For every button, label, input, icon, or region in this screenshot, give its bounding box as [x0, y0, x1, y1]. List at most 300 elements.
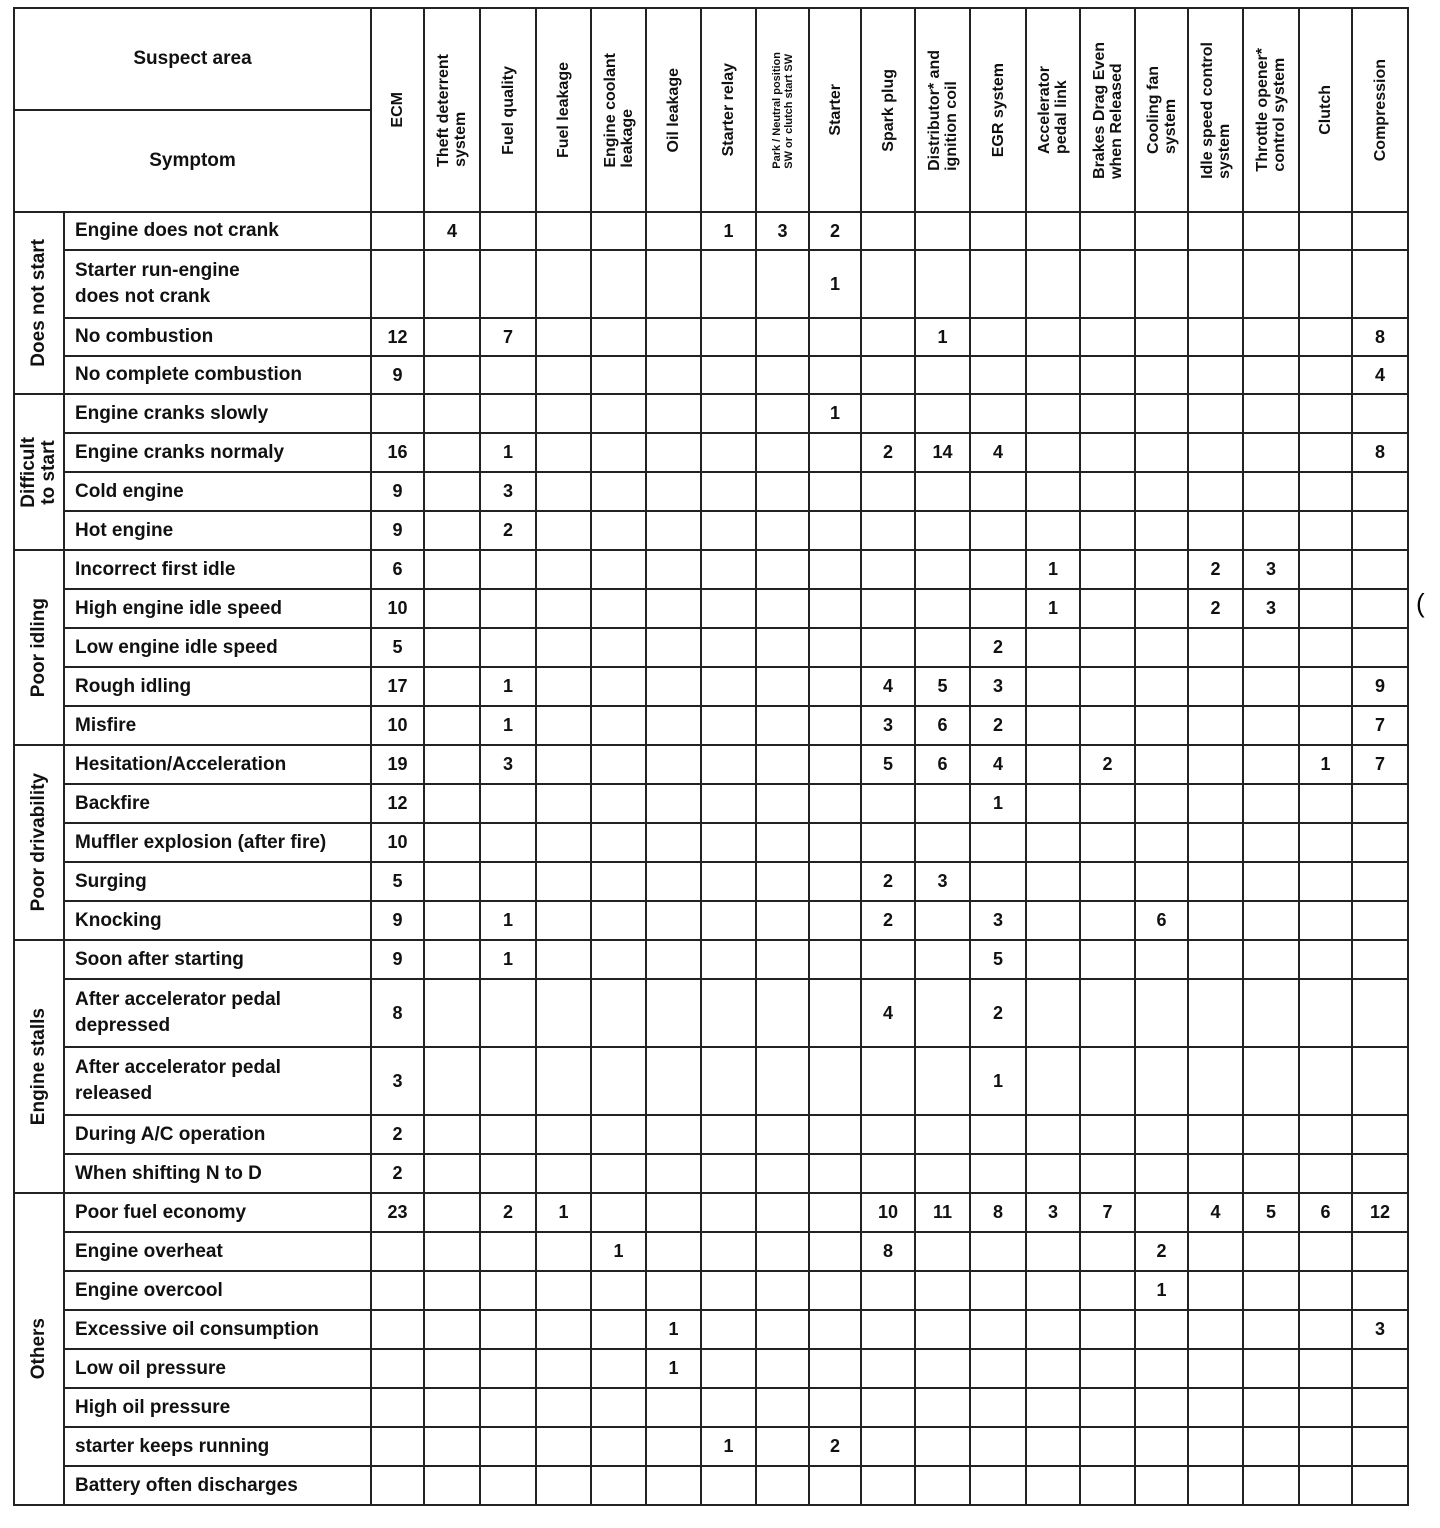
priority-cell: [861, 212, 915, 250]
priority-cell: [1026, 979, 1080, 1047]
priority-cell: [915, 1310, 970, 1349]
priority-cell: [591, 1115, 646, 1154]
priority-cell: [1188, 745, 1243, 784]
priority-cell: [1188, 1388, 1243, 1427]
priority-cell: [1080, 589, 1135, 628]
priority-cell: [536, 628, 591, 667]
priority-cell: [1026, 433, 1080, 472]
priority-cell: [756, 472, 809, 511]
priority-cell: [1352, 212, 1408, 250]
priority-cell: 7: [1352, 706, 1408, 745]
priority-cell: [1352, 1047, 1408, 1115]
priority-cell: [970, 1388, 1026, 1427]
priority-cell: 2: [970, 706, 1026, 745]
priority-cell: [861, 1466, 915, 1505]
priority-cell: 3: [1026, 1193, 1080, 1232]
priority-cell: [1299, 940, 1352, 979]
priority-cell: [1299, 356, 1352, 394]
priority-cell: [1135, 706, 1188, 745]
priority-cell: [1135, 1047, 1188, 1115]
priority-cell: [424, 1232, 480, 1271]
priority-cell: [809, 1466, 861, 1505]
priority-cell: [1243, 706, 1299, 745]
priority-cell: 17: [371, 667, 424, 706]
column-header: [970, 8, 1026, 212]
priority-cell: [915, 1154, 970, 1193]
priority-cell: [1352, 628, 1408, 667]
priority-cell: [591, 1388, 646, 1427]
priority-cell: [536, 394, 591, 433]
priority-cell: [1299, 589, 1352, 628]
priority-cell: [1080, 511, 1135, 550]
priority-cell: [809, 628, 861, 667]
symptom-cell: Hesitation/Acceleration: [64, 745, 371, 784]
priority-cell: [1299, 628, 1352, 667]
priority-cell: [1135, 1388, 1188, 1427]
priority-cell: [809, 1388, 861, 1427]
priority-cell: [424, 1466, 480, 1505]
priority-cell: 5: [915, 667, 970, 706]
symptom-cell: After accelerator pedal depressed: [64, 979, 371, 1047]
priority-cell: [1352, 1271, 1408, 1310]
priority-cell: [646, 589, 701, 628]
priority-cell: [970, 394, 1026, 433]
priority-cell: [1299, 1427, 1352, 1466]
priority-cell: [915, 250, 970, 318]
priority-cell: 6: [1299, 1193, 1352, 1232]
priority-cell: [701, 1466, 756, 1505]
priority-cell: [915, 212, 970, 250]
priority-cell: [1080, 433, 1135, 472]
priority-cell: [591, 1047, 646, 1115]
priority-cell: 2: [1080, 745, 1135, 784]
table-row: [14, 901, 1408, 940]
priority-cell: [1080, 212, 1135, 250]
priority-cell: 5: [371, 862, 424, 901]
priority-cell: [591, 901, 646, 940]
priority-cell: 2: [861, 901, 915, 940]
priority-cell: [756, 511, 809, 550]
priority-cell: [591, 318, 646, 356]
priority-cell: [756, 1310, 809, 1349]
priority-cell: [1188, 1047, 1243, 1115]
priority-cell: [1243, 784, 1299, 823]
priority-cell: 2: [970, 628, 1026, 667]
priority-cell: [915, 979, 970, 1047]
column-header-label: Oil leakage: [665, 67, 683, 153]
priority-cell: [371, 1349, 424, 1388]
priority-cell: [701, 550, 756, 589]
priority-cell: 3: [970, 901, 1026, 940]
table-row: [14, 784, 1408, 823]
priority-cell: 6: [915, 706, 970, 745]
priority-cell: 1: [480, 940, 536, 979]
column-header: [1188, 8, 1243, 212]
priority-cell: [1026, 1115, 1080, 1154]
priority-cell: 1: [480, 706, 536, 745]
priority-cell: 23: [371, 1193, 424, 1232]
priority-cell: [1135, 667, 1188, 706]
symptom-cell: When shifting N to D: [64, 1154, 371, 1193]
symptom-cell: During A/C operation: [64, 1115, 371, 1154]
priority-cell: [1352, 550, 1408, 589]
priority-cell: [1026, 212, 1080, 250]
priority-cell: [809, 1047, 861, 1115]
priority-cell: 4: [970, 433, 1026, 472]
priority-cell: [701, 1271, 756, 1310]
symptom-cell: Low engine idle speed: [64, 628, 371, 667]
priority-cell: [1135, 823, 1188, 862]
priority-cell: [809, 1115, 861, 1154]
priority-cell: [1026, 1047, 1080, 1115]
symptom-group-label: [14, 394, 64, 550]
column-header: [1352, 8, 1408, 212]
priority-cell: [646, 1193, 701, 1232]
column-header: [1299, 8, 1352, 212]
symptom-cell: High engine idle speed: [64, 589, 371, 628]
priority-cell: [424, 1154, 480, 1193]
priority-cell: [1299, 667, 1352, 706]
priority-cell: [1188, 511, 1243, 550]
priority-cell: [646, 250, 701, 318]
table-row: [14, 589, 1408, 628]
column-header-label: Throttle opener* control system: [1254, 48, 1289, 172]
priority-cell: [536, 979, 591, 1047]
priority-cell: [480, 250, 536, 318]
priority-cell: [701, 784, 756, 823]
table-row: [14, 1310, 1408, 1349]
priority-cell: 9: [371, 356, 424, 394]
priority-cell: [1188, 1115, 1243, 1154]
priority-cell: [861, 1388, 915, 1427]
symptom-group-label: [14, 940, 64, 1193]
priority-cell: [970, 1349, 1026, 1388]
priority-cell: [536, 356, 591, 394]
priority-cell: 1: [915, 318, 970, 356]
priority-cell: 5: [861, 745, 915, 784]
priority-cell: [1026, 784, 1080, 823]
table-row: [14, 862, 1408, 901]
priority-cell: [1243, 940, 1299, 979]
priority-cell: [756, 979, 809, 1047]
priority-cell: [1135, 394, 1188, 433]
priority-cell: [424, 940, 480, 979]
priority-cell: [424, 550, 480, 589]
priority-cell: 3: [915, 862, 970, 901]
priority-cell: [424, 745, 480, 784]
priority-cell: [1299, 1388, 1352, 1427]
priority-cell: 3: [1352, 1310, 1408, 1349]
priority-cell: [371, 1388, 424, 1427]
priority-cell: [591, 589, 646, 628]
priority-cell: 19: [371, 745, 424, 784]
priority-cell: [970, 1427, 1026, 1466]
priority-cell: [536, 1232, 591, 1271]
priority-cell: 10: [371, 589, 424, 628]
column-header-label: Accelerator pedal link: [1036, 65, 1071, 155]
priority-cell: [1299, 1466, 1352, 1505]
table-row: [14, 1427, 1408, 1466]
column-header: [1243, 8, 1299, 212]
priority-cell: 3: [861, 706, 915, 745]
column-header-label: Cooling fan system: [1144, 66, 1179, 154]
suspect-area-header: Suspect area: [14, 8, 371, 110]
table-row: [14, 940, 1408, 979]
margin-mark: (: [1416, 588, 1425, 618]
priority-cell: [1080, 1349, 1135, 1388]
table-row: [14, 1232, 1408, 1271]
priority-cell: [1135, 745, 1188, 784]
priority-cell: [536, 589, 591, 628]
priority-cell: [861, 250, 915, 318]
priority-cell: [536, 1349, 591, 1388]
priority-cell: [1352, 1115, 1408, 1154]
symptom-cell: Hot engine: [64, 511, 371, 550]
priority-cell: [756, 1388, 809, 1427]
priority-cell: [646, 511, 701, 550]
priority-cell: [1243, 745, 1299, 784]
priority-cell: [915, 823, 970, 862]
priority-cell: [536, 550, 591, 589]
priority-cell: 1: [646, 1349, 701, 1388]
priority-cell: [591, 667, 646, 706]
priority-cell: [480, 1232, 536, 1271]
priority-cell: [1299, 1154, 1352, 1193]
priority-cell: [1026, 628, 1080, 667]
priority-cell: [1188, 318, 1243, 356]
priority-cell: 2: [861, 862, 915, 901]
priority-cell: [1299, 1047, 1352, 1115]
priority-cell: [646, 356, 701, 394]
priority-cell: [756, 1115, 809, 1154]
priority-cell: [1352, 472, 1408, 511]
priority-cell: [861, 318, 915, 356]
priority-cell: [1299, 1310, 1352, 1349]
symptom-group-text: Engine stalls: [28, 1007, 49, 1126]
priority-cell: 9: [1352, 667, 1408, 706]
priority-cell: [809, 472, 861, 511]
priority-cell: [536, 433, 591, 472]
priority-cell: [756, 250, 809, 318]
priority-cell: [536, 784, 591, 823]
priority-cell: [536, 1115, 591, 1154]
priority-cell: [646, 862, 701, 901]
priority-cell: [1243, 1388, 1299, 1427]
priority-cell: [1135, 212, 1188, 250]
priority-cell: [861, 1047, 915, 1115]
priority-cell: [1135, 356, 1188, 394]
priority-cell: [861, 356, 915, 394]
priority-cell: [591, 394, 646, 433]
priority-cell: [1188, 706, 1243, 745]
priority-cell: 9: [371, 901, 424, 940]
priority-cell: 2: [809, 212, 861, 250]
priority-cell: [1026, 394, 1080, 433]
priority-cell: [701, 628, 756, 667]
priority-cell: [1080, 979, 1135, 1047]
priority-cell: [646, 901, 701, 940]
table-row: [14, 823, 1408, 862]
priority-cell: 12: [1352, 1193, 1408, 1232]
priority-cell: [424, 394, 480, 433]
priority-cell: [861, 1115, 915, 1154]
priority-cell: [756, 589, 809, 628]
priority-cell: [591, 628, 646, 667]
priority-cell: [809, 784, 861, 823]
priority-cell: [1352, 589, 1408, 628]
column-header: [1135, 8, 1188, 212]
priority-cell: [1026, 667, 1080, 706]
priority-cell: [1243, 1427, 1299, 1466]
column-header: [756, 8, 809, 212]
table-row: [14, 667, 1408, 706]
priority-cell: [1080, 550, 1135, 589]
priority-cell: [701, 1115, 756, 1154]
priority-cell: 9: [371, 511, 424, 550]
priority-cell: [424, 1388, 480, 1427]
priority-cell: [1026, 706, 1080, 745]
priority-cell: [809, 433, 861, 472]
priority-cell: [1135, 979, 1188, 1047]
priority-cell: [424, 706, 480, 745]
priority-cell: [591, 356, 646, 394]
table-row: [14, 979, 1408, 1047]
priority-cell: [1352, 1466, 1408, 1505]
priority-cell: 10: [371, 823, 424, 862]
priority-cell: [371, 1310, 424, 1349]
priority-cell: [701, 472, 756, 511]
symptom-group-text: Poor drivability: [28, 773, 49, 912]
priority-cell: [701, 356, 756, 394]
priority-cell: [591, 1154, 646, 1193]
priority-cell: [646, 823, 701, 862]
table-row: [14, 550, 1408, 589]
priority-cell: [756, 1154, 809, 1193]
priority-cell: [480, 628, 536, 667]
priority-cell: [1299, 550, 1352, 589]
priority-cell: [809, 979, 861, 1047]
priority-cell: [756, 823, 809, 862]
priority-cell: [756, 394, 809, 433]
priority-cell: [701, 862, 756, 901]
priority-cell: [536, 318, 591, 356]
priority-cell: 5: [1243, 1193, 1299, 1232]
symptom-matrix-table: [13, 7, 1409, 1506]
priority-cell: [1352, 1154, 1408, 1193]
priority-cell: 9: [371, 940, 424, 979]
priority-cell: [701, 394, 756, 433]
priority-cell: [424, 472, 480, 511]
symptom-cell: Rough idling: [64, 667, 371, 706]
priority-cell: [861, 550, 915, 589]
priority-cell: [480, 862, 536, 901]
priority-cell: 4: [861, 979, 915, 1047]
priority-cell: [756, 745, 809, 784]
column-header: [591, 8, 646, 212]
priority-cell: [701, 1388, 756, 1427]
priority-cell: [1135, 1466, 1188, 1505]
priority-cell: [970, 318, 1026, 356]
table-row: [14, 472, 1408, 511]
priority-cell: [701, 901, 756, 940]
priority-cell: [970, 589, 1026, 628]
priority-cell: [480, 356, 536, 394]
priority-cell: [646, 433, 701, 472]
symptom-cell: Engine cranks slowly: [64, 394, 371, 433]
symptom-group-label: [14, 550, 64, 745]
priority-cell: [1188, 862, 1243, 901]
column-header: [701, 8, 756, 212]
priority-cell: [1026, 1154, 1080, 1193]
priority-cell: [809, 940, 861, 979]
column-header-label: Spark plug: [879, 68, 897, 152]
symptom-group-label: [14, 212, 64, 394]
priority-cell: [1188, 1349, 1243, 1388]
priority-cell: [1135, 1349, 1188, 1388]
priority-cell: [424, 356, 480, 394]
priority-cell: [1080, 1154, 1135, 1193]
priority-cell: [1299, 979, 1352, 1047]
priority-cell: [701, 706, 756, 745]
priority-cell: [701, 745, 756, 784]
priority-cell: [424, 1427, 480, 1466]
priority-cell: [646, 667, 701, 706]
priority-cell: [1135, 628, 1188, 667]
priority-cell: [1080, 706, 1135, 745]
priority-cell: [861, 823, 915, 862]
priority-cell: [1352, 784, 1408, 823]
table-row: [14, 745, 1408, 784]
priority-cell: [1026, 901, 1080, 940]
priority-cell: [1080, 356, 1135, 394]
priority-cell: [756, 862, 809, 901]
symptom-cell: Low oil pressure: [64, 1349, 371, 1388]
priority-cell: [756, 1193, 809, 1232]
priority-cell: [970, 1271, 1026, 1310]
priority-cell: 2: [1135, 1232, 1188, 1271]
priority-cell: [1080, 667, 1135, 706]
priority-cell: [1188, 823, 1243, 862]
table-row: [14, 1047, 1408, 1115]
priority-cell: [1080, 1232, 1135, 1271]
priority-cell: [371, 394, 424, 433]
priority-cell: [915, 1349, 970, 1388]
table-row: [14, 1154, 1408, 1193]
symptom-cell: Engine does not crank: [64, 212, 371, 250]
priority-cell: [701, 511, 756, 550]
column-header-label: ECM: [389, 92, 407, 128]
priority-cell: [1299, 433, 1352, 472]
priority-cell: [480, 394, 536, 433]
priority-cell: [861, 1271, 915, 1310]
symptom-cell: After accelerator pedal released: [64, 1047, 371, 1115]
priority-cell: [1243, 1310, 1299, 1349]
priority-cell: 1: [809, 394, 861, 433]
priority-cell: 2: [1188, 550, 1243, 589]
table-row: [14, 628, 1408, 667]
table-row: [14, 318, 1408, 356]
priority-cell: 8: [1352, 318, 1408, 356]
priority-cell: [1026, 1349, 1080, 1388]
priority-cell: 3: [1243, 550, 1299, 589]
priority-cell: [756, 550, 809, 589]
priority-cell: [480, 823, 536, 862]
priority-cell: 1: [1026, 589, 1080, 628]
priority-cell: [424, 823, 480, 862]
priority-cell: [915, 589, 970, 628]
priority-cell: [1188, 1310, 1243, 1349]
priority-cell: [536, 1271, 591, 1310]
